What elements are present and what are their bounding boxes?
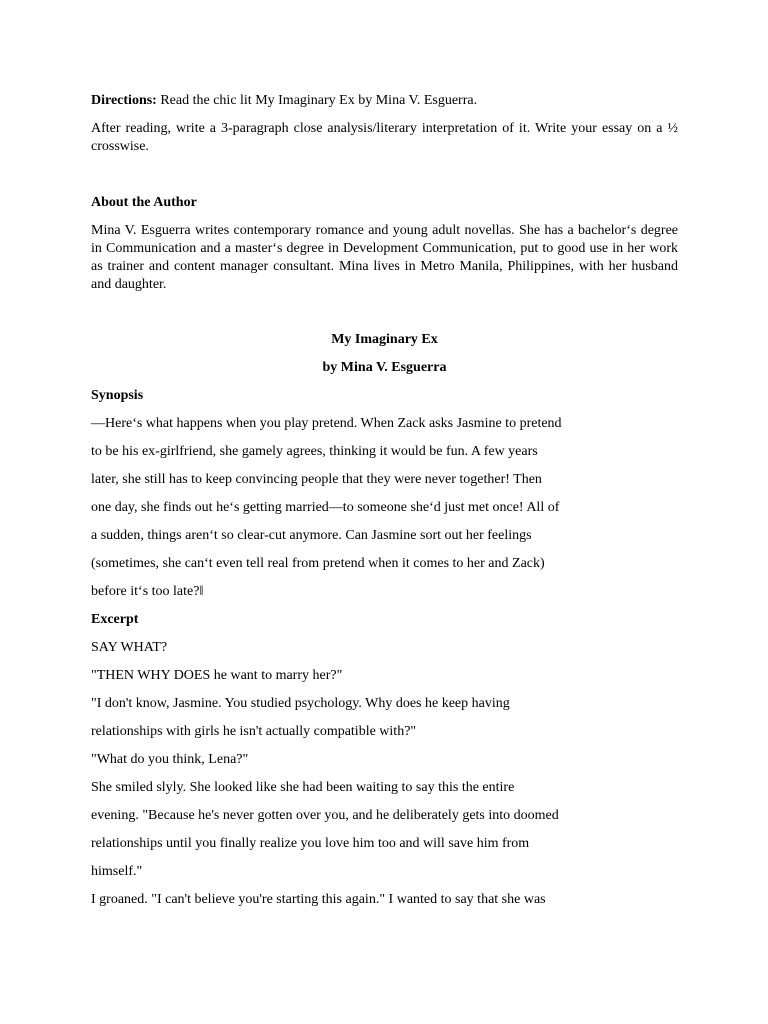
excerpt-line: "What do you think, Lena?" [91, 752, 249, 767]
synopsis-line: later, she still has to keep convincing people that they were never together! Then [91, 472, 542, 487]
excerpt-line: evening. "Because he's never gotten over you, and he deliberately gets into doomed [91, 808, 559, 823]
synopsis-line: to be his ex-girlfriend, she gamely agrees, thinking it would be fun. A few years [91, 444, 538, 459]
synopsis-line: before it‘s too late?‖ [91, 584, 204, 599]
excerpt-line: She smiled slyly. She looked like she had been waiting to say this the entire [91, 780, 515, 795]
directions-instruction: After reading, write a 3-paragraph close analysis/literary interpretation of it. Write your essay on a ½ crosswise. [91, 121, 678, 154]
excerpt-line: I groaned. "I can't believe you're starting this again." I wanted to say that she was [91, 892, 546, 907]
story-byline: by Mina V. Esguerra [322, 360, 447, 375]
excerpt-line: SAY WHAT? [91, 640, 168, 655]
directions-line [91, 92, 678, 110]
excerpt-line: relationships until you finally realize you love him too and will save him from [91, 836, 530, 851]
excerpt-line: relationships with girls he isn't actually compatible with?" [91, 724, 417, 739]
synopsis-line: (sometimes, she can‘t even tell real from pretend when it comes to her and Zack) [91, 556, 545, 571]
synopsis-heading: Synopsis [91, 388, 144, 403]
directions-label: Directions: [91, 93, 157, 108]
directions-text: Read the chic lit My Imaginary Ex by Mina V. Esguerra. [156, 93, 478, 108]
synopsis-line: a sudden, things aren‘t so clear-cut anymore. Can Jasmine sort out her feelings [91, 528, 532, 543]
excerpt-line: "THEN WHY DOES he want to marry her?" [91, 668, 343, 683]
about-author-body: Mina V. Esguerra writes contemporary romance and young adult novellas. She has a bachelor‘s degree in Communication and a master‘s degree in Development Communication, put to good use in her work as trainer and content manager consultant. Mina lives in Metro Manila, Philippines, with her husband and daughter. [91, 223, 678, 292]
excerpt-line: himself." [91, 864, 143, 879]
story-title: My Imaginary Ex [331, 332, 438, 347]
synopsis-line: ―Here‘s what happens when you play pretend. When Zack asks Jasmine to pretend [91, 416, 562, 431]
excerpt-heading: Excerpt [91, 612, 139, 627]
synopsis-line: one day, she finds out he‘s getting married—to someone she‘d just met once! All of [91, 500, 560, 515]
excerpt-line: "I don't know, Jasmine. You studied psychology. Why does he keep having [91, 696, 510, 711]
about-author-heading: About the Author [91, 195, 197, 210]
